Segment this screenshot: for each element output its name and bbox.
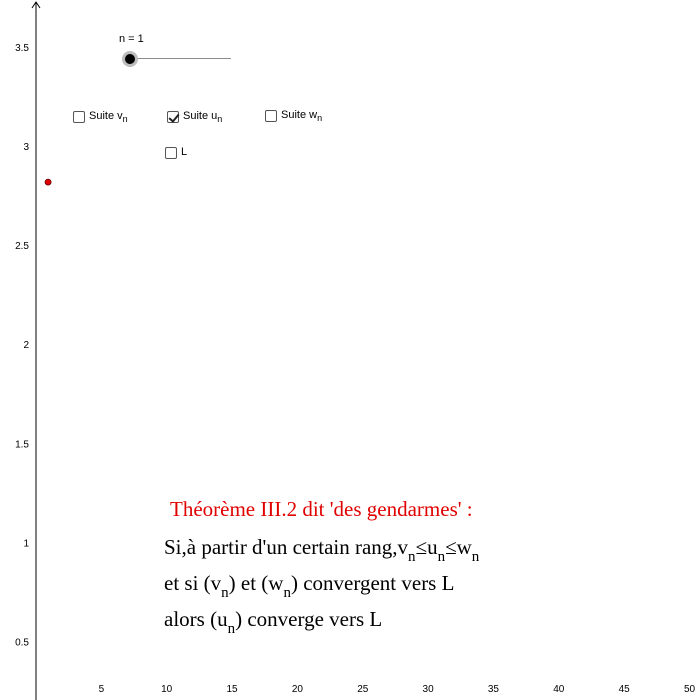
axes: [32, 2, 40, 700]
checkbox-suite-v-sub: n: [122, 114, 128, 124]
y-tick-label: 2.5: [15, 241, 29, 253]
x-tick-label: 35: [487, 684, 500, 695]
theorem-line-1-sub-3: n: [471, 549, 480, 565]
checkbox-suite-u-sub: n: [217, 114, 223, 124]
x-tick-label: 25: [357, 684, 369, 695]
theorem-line-3-a: alors (u: [164, 607, 228, 631]
x-tick-label: 45: [618, 684, 630, 695]
theorem-line-1-b: ≤u: [415, 535, 438, 559]
y-tick-label: 1: [23, 538, 29, 550]
x-tick-label: 5: [98, 684, 105, 695]
theorem-line-1: [164, 535, 480, 565]
x-tick-label: 10: [161, 684, 173, 695]
checkbox-suite-w-label: Suite w: [281, 109, 318, 121]
y-tick-label: 2: [23, 340, 29, 352]
x-tick-labels: [99, 684, 696, 695]
checkbox-suite-v[interactable]: [73, 110, 128, 123]
theorem-line-2: [164, 571, 455, 601]
y-tick-label: 0.5: [15, 637, 29, 649]
sequence-points: [45, 179, 51, 185]
y-tick-label: 3.5: [15, 42, 29, 54]
theorem-title: Théorème III.2 dit 'des gendarmes' :: [170, 497, 473, 521]
theorem-line-3-sub-1: n: [227, 621, 236, 637]
theorem-line-1-c: ≤w: [445, 535, 472, 559]
y-tick-labels: [15, 43, 29, 649]
slider-track[interactable]: [130, 58, 231, 59]
theorem-line-2-b: ) et (w: [228, 571, 284, 595]
checkbox-suite-v-label: Suite v: [89, 110, 123, 122]
x-tick-label: 15: [226, 684, 238, 695]
sequence-point-u1[interactable]: [45, 179, 51, 185]
x-tick-label: 30: [422, 684, 434, 695]
theorem-line-1-sub-2: n: [437, 549, 446, 565]
checkbox-suite-w-box[interactable]: [265, 110, 277, 122]
checkbox-suite-u-label: Suite u: [183, 110, 218, 122]
checkbox-suite-v-box[interactable]: [73, 111, 85, 123]
theorem-line-2-a: et si (v: [164, 571, 222, 595]
checkbox-L-box[interactable]: [165, 147, 177, 159]
theorem-line-3: [164, 607, 383, 637]
y-tick-label: 1.5: [15, 439, 29, 451]
checkbox-suite-w-sub: n: [317, 113, 323, 123]
theorem-line-2-sub-2: n: [283, 585, 291, 601]
checkbox-L-label: L: [181, 146, 188, 158]
x-tick-label: 40: [553, 684, 565, 695]
checkbox-suite-u-box[interactable]: [167, 111, 179, 123]
theorem-line-3-b: ) converge vers L: [235, 607, 383, 631]
checkbox-suite-u[interactable]: [167, 110, 222, 123]
checkbox-suite-w[interactable]: [265, 109, 322, 122]
y-tick-label: 3: [23, 141, 29, 153]
theorem-line-1-sub-1: n: [408, 549, 416, 565]
slider-knob[interactable]: [122, 51, 138, 67]
x-tick-label: 20: [291, 684, 303, 695]
x-tick-label: 50: [683, 684, 696, 695]
slider-label: n = 1: [119, 33, 144, 45]
theorem-line-2-sub-1: n: [221, 585, 229, 601]
checkbox-L[interactable]: [165, 146, 187, 159]
theorem-line-2-c: ) convergent vers L: [290, 571, 455, 595]
theorem-line-1-a: Si,à partir d'un certain rang,v: [164, 535, 409, 559]
